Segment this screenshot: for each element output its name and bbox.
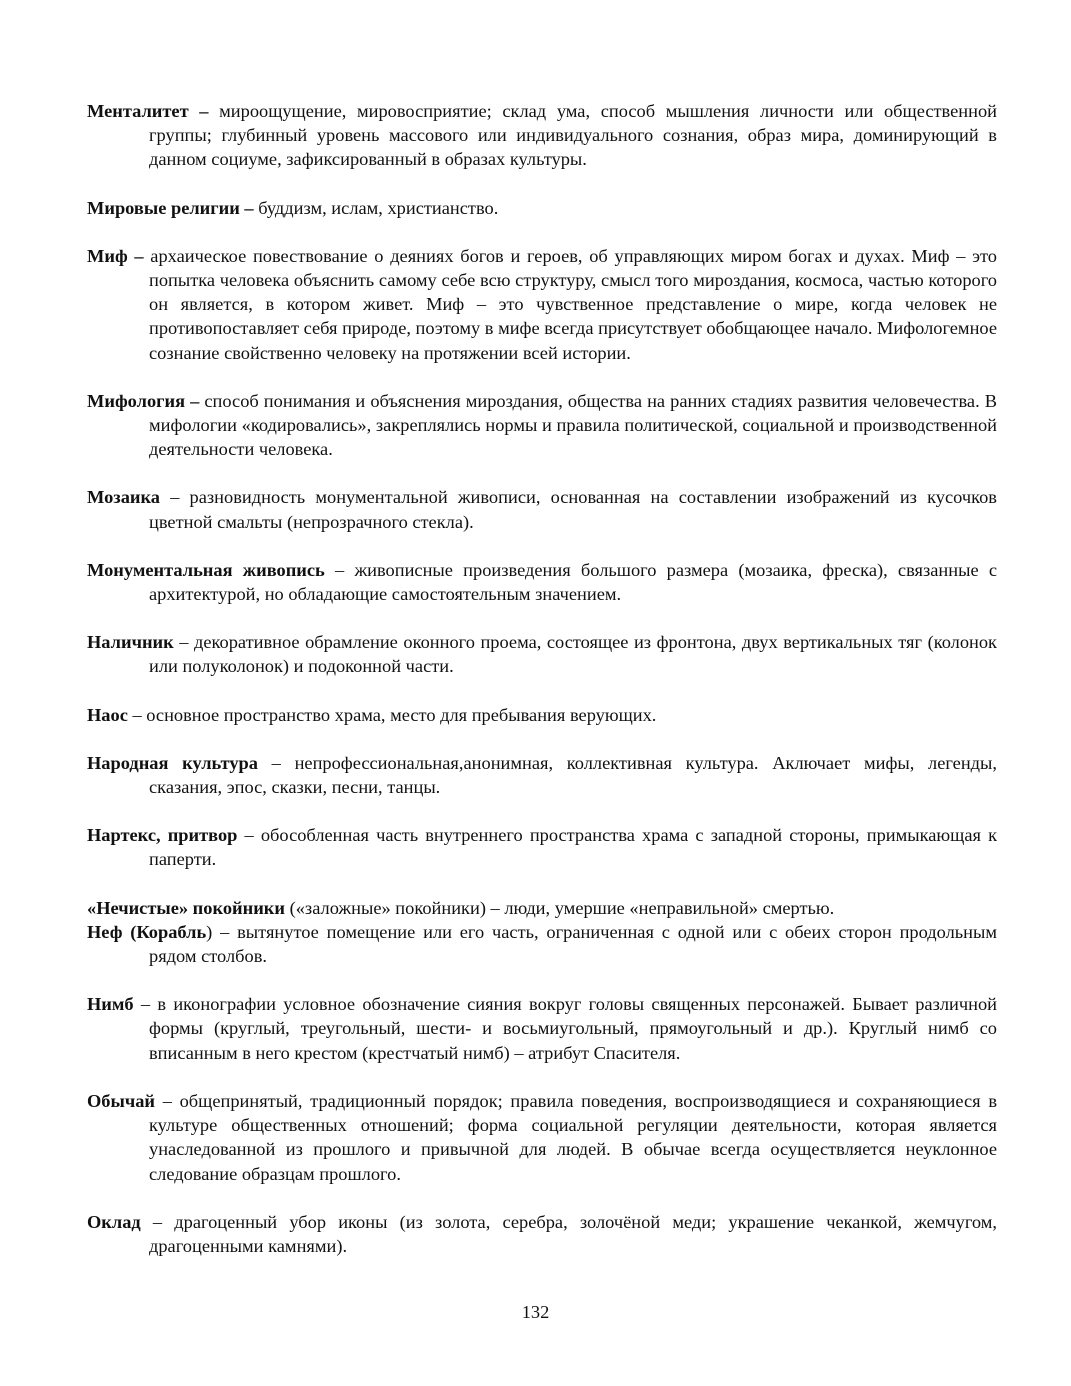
glossary-entry-nimbus [87, 992, 997, 1065]
entry-term: Обычай [87, 1090, 156, 1111]
glossary-entry-nalichnik [87, 630, 997, 678]
glossary-page [87, 99, 997, 1258]
glossary-entry-naos [87, 703, 997, 727]
entry-term: Мифология – [87, 390, 200, 411]
glossary-entry-mentalitet [87, 99, 997, 172]
entry-definition: архаическое повествование о деяниях богов и героев, об управляющих миром богах и духах. Миф – это попытка человека объяснить самому себе всю структуру, смысл того мироздания, космоса, частью которого он является, в котором живет. Миф – это чувственное представление о мире, когда человек не противопоставляет себя природе, поэтому в мифе всегда присутствует обобщающее начало. Мифологемное сознание свойственно человеку на протяжении всей истории. [143, 245, 997, 363]
entry-term: Неф (Корабль [87, 921, 207, 942]
entry-definition: буддизм, ислам, христианство. [253, 197, 499, 218]
entry-term: «Нечистые» покойники [87, 897, 286, 918]
entry-definition: способ понимания и объяснения мироздания, общества на ранних стадиях развития человечества. В мифологии «кодировались», закреплялись нормы и правила политической, социальной и производственной деятельности человека. [149, 390, 998, 460]
glossary-entry-narthex [87, 823, 997, 871]
glossary-entry-unclean-dead [87, 896, 997, 920]
entry-definition: – декоративное обрамление оконного проема, состоящее из фронтона, двух вертикальных тяг (колонок или полуколонок) и подоконной части. [149, 632, 997, 677]
entry-definition: («заложные» покойники) – люди, умершие «неправильной» смертью. [285, 897, 835, 918]
entry-term: Народная культура [87, 752, 258, 773]
entry-definition: – обособленная часть внутреннего пространства храма с западной стороны, примыкающая к паперти. [149, 825, 997, 870]
entry-definition: мироощущение, мировосприятие; склад ума, способ мышления личности или общественной группы; глубинный уровень массового или индивидуального сознания, образ мира, доминирующий в данном социуме, зафиксированный в образах культуры. [149, 101, 997, 170]
entry-definition: – драгоценный убор иконы (из золота, серебра, золочёной меди; украшение чеканкой, жемчугом, драгоценными камнями). [140, 1211, 997, 1256]
entry-term: Наличник [87, 632, 174, 653]
page-number: 132 [521, 1302, 550, 1322]
glossary-entry-mosaic [87, 485, 997, 533]
entry-definition: – в иконографии условное обозначение сияния вокруг головы священных персонажей. Бывает различной формы (круглый, треугольный, шести- и восьмиугольный, прямоугольный и др.). Круглый нимб со вписанным в него крестом (крестчатый нимб) – атрибут Спасителя. [133, 994, 997, 1063]
entry-definition: – основное пространство храма, место для пребывания верующих. [127, 704, 657, 725]
glossary-entry-nave [87, 920, 997, 968]
entry-term: Нимб [87, 994, 134, 1015]
entry-definition: ) – вытянутое помещение или его часть, ограниченная с одной или с обеих сторон продольным рядом столбов. [149, 921, 997, 967]
entry-term: Миф – [87, 245, 144, 266]
glossary-entry-mythology [87, 389, 997, 462]
entry-term: Мозаика [87, 487, 161, 508]
entry-term: Менталитет – [87, 101, 209, 121]
entry-term: Нартекс, притвор [87, 825, 238, 846]
entry-term: Мировые религии – [87, 197, 254, 218]
entry-definition: – общепринятый, традиционный порядок; правила поведения, воспроизводящиеся и сохраняющиеся в культуре общественных отношений; форма социальной регуляции деятельности, которая является унаследованной из прошлого и привычной для людей. В обычае всегда осуществляется неуклонное следование образцам прошлого. [149, 1090, 997, 1184]
entry-term: Оклад [87, 1211, 141, 1232]
entry-definition: – разновидность монументальной живописи, основанная на составлении изображений из кусочков цветной смальты (непрозрачного стекла). [149, 487, 997, 532]
glossary-entry-oklad [87, 1210, 997, 1258]
glossary-entry-world-religions [87, 196, 997, 220]
glossary-entry-custom [87, 1089, 997, 1186]
entry-term: Монументальная живопись [87, 559, 325, 580]
entry-term: Наос [87, 704, 128, 725]
glossary-entry-folk-culture [87, 751, 997, 799]
glossary-entry-myth [87, 244, 997, 365]
entry-definition: – непрофессиональная,анонимная, коллективная культура. Аключает мифы, легенды, сказания, эпос, сказки, песни, танцы. [149, 752, 997, 798]
entry-definition: – живописные произведения большого размера (мозаика, фреска), связанные с архитектурой, но обладающие самостоятельным значением. [149, 559, 998, 605]
glossary-entry-monumental-painting [87, 558, 997, 606]
